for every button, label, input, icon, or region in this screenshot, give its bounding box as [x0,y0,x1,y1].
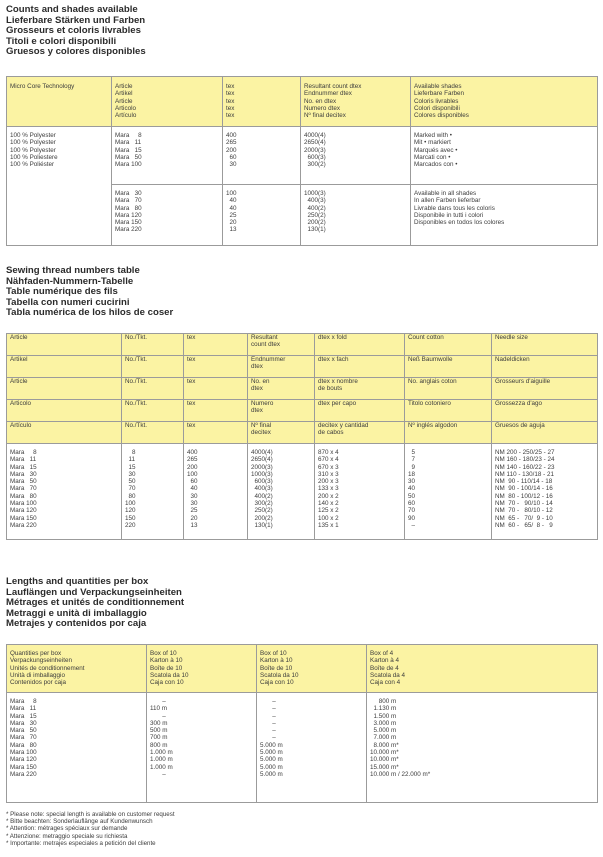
section1-title-line: Lieferbare Stärken und Farben [6,14,146,26]
header-cell: Neß Baumwolle [405,356,492,378]
section3-title-line: Lauflängen und Verpackungseinheiten [6,586,182,598]
shades-cell: Marked with • Mit • markiert Marqués avec • Marcati con • Marcados con • [411,127,598,185]
tex-cell: 400 265 200 100 60 40 30 30 25 20 13 [184,444,248,540]
section3-title-line: Lengths and quantities per box [6,576,149,587]
header-cell: Nº final decitex [248,422,315,444]
footnote: * Attention: métrages spéciaux sur demande [6,825,128,833]
header-cell: Artikel [7,356,122,378]
shades-cell: Available in all shades In allen Farben lieferbar Livrable dans tous les coloris Disponibile in tutti i colori Disponibles en todos los colores [411,185,598,246]
section2-title-line: Nähfaden-Nummern-Tabelle [6,275,134,287]
table-header-row [7,378,598,400]
table-header-row [7,334,598,356]
section3-title-line: Metraggi e unità di imballaggio [6,607,147,619]
header-cell: No./Tkt. [122,400,184,422]
header-cell: No./Tkt. [122,422,184,444]
header-cell: No. en dtex [248,378,315,400]
section3-title [6,577,184,630]
section2-title-line: Tabella con numeri cucirini [6,296,130,308]
material-cell: 100 % Polyester 100 % Polyester 100 % Polyester 100 % Poliestere 100 % Poliéster [7,127,112,246]
header-cell: tex [184,334,248,356]
header-cell: Nadeldicken [492,356,598,378]
tex-cell: 400 265 200 60 30 [223,127,301,185]
section1-title-line: Grosseurs et coloris livrables [6,25,141,37]
number-cell: 8 11 15 30 50 70 80 100 120 150 220 [122,444,184,540]
header-cell: tex [184,356,248,378]
footnote: * Importante: metrajes especiales a petición del cliente [6,839,156,847]
needle-size-cell: NM 200 - 250/25 - 27 NM 160 - 180/23 - 24 NM 140 - 160/22 - 23 NM 110 - 130/18 - 21 NM 90 - 110/14 - 18 NM 90 - 100/14 - 16 NM 80 - 100/12 - 16 NM 70 - 90/10 - 14 NM 70 - 80/10 - 12 NM 65 - 70/ 9 - 10 NM 60 - 65/ 8 - 9 [492,444,598,540]
box4-length-cell: 800 m 1.130 m 1.500 m 3.000 m 5.000 m 7.000 m 8.000 m* 10.000 m* 10.000 m* 15.000 m* 10.000 m / 22.000 m* [367,693,598,803]
table-header-row [7,77,598,127]
dtex-cell: 4000(4) 2650(4) 2000(3) 1000(3) 600(3) 400(3) 400(2) 300(2) 250(2) 200(2) 130(1) [248,444,315,540]
header-cell: tex tex tex tex tex [223,77,301,127]
dtex-cell: 4000(4) 2650(4) 2000(3) 600(3) 300(2) [301,127,411,185]
footnote: * Attenzione: metraggio speciale su richiesta [6,832,128,840]
section1-title-line: Counts and shades available [6,4,138,15]
footnote: * Please note: special length is available on customer request [6,811,175,818]
section3-title-line: Metrajes y contenidos por caja [6,618,147,630]
section2-title-line: Sewing thread numbers table [6,265,140,276]
header-cell: No./Tkt. [122,378,184,400]
header-cell: dtex x fach [315,356,405,378]
cotton-count-cell: 5 7 9 18 30 40 50 60 70 90 – [405,444,492,540]
box10-length-cell: – – – – – – 5.000 m 5.000 m 5.000 m 5.000 m 5.000 m [257,693,367,803]
header-cell: decitex y cantidad de cabos [315,422,405,444]
header-cell: Available shades Lieferbare Farben Coloris livrables Colori disponibili Colores disponibles [411,77,598,127]
header-cell: Box of 10 Karton à 10 Boîte de 10 Scatola da 10 Caja con 10 [257,645,367,693]
header-cell: Count cotton [405,334,492,356]
section1-title-line: Titoli e colori disponibili [6,35,117,47]
section1-title [6,5,146,58]
article-cell: Mara 8 Mara 11 Mara 15 Mara 30 Mara 50 Mara 70 Mara 80 Mara 100 Mara 120 Mara 150 Mara 220 [7,693,147,803]
header-cell: Resultant count dtex Endnummer dtex No. en dtex Numero dtex Nº final decitex [301,77,411,127]
table-row [7,444,598,540]
header-cell: tex [184,422,248,444]
counts-shades-table [6,76,598,246]
table-row [7,693,598,803]
header-cell: Grosseurs d'aiguille [492,378,598,400]
header-cell: Box of 10 Karton à 10 Boîte de 10 Scatola da 10 Caja con 10 [147,645,257,693]
header-cell: No./Tkt. [122,334,184,356]
table-header-row [7,645,598,693]
header-cell: Micro Core Technology [7,77,112,127]
header-cell: Artículo [7,422,122,444]
footnote: * Bitte beachten: Sonderlauflänge auf Kundenwunsch [6,818,153,826]
box-quantities-table [6,644,598,803]
header-cell: dtex x nombre de bouts [315,378,405,400]
footnotes [6,811,175,847]
table-header-row [7,356,598,378]
header-cell: Articolo [7,400,122,422]
header-cell: dtex x fold [315,334,405,356]
section2-title [6,266,173,319]
header-cell: tex [184,378,248,400]
header-cell: Article [7,378,122,400]
header-cell: Gruesos de aguja [492,422,598,444]
header-cell: Box of 4 Karton à 4 Boîte de 4 Scatola da 4 Caja con 4 [367,645,598,693]
header-cell: Resultant count dtex [248,334,315,356]
box10-length-cell: – 110 m – 300 m 500 m 700 m 800 m 1.000 m 1.000 m 1.000 m – [147,693,257,803]
tex-cell: 100 40 40 25 20 13 [223,185,301,246]
header-cell: Quantities per box Verpackungseinheiten Unités de conditionnement Unità di imballaggio Contenidos por caja [7,645,147,693]
article-cell: Mara 8 Mara 11 Mara 15 Mara 50 Mara 100 [112,127,223,185]
section2-title-line: Table numérique des fils [6,286,118,298]
article-cell: Mara 8 Mara 11 Mara 15 Mara 30 Mara 50 Mara 70 Mara 80 Mara 100 Mara 120 Mara 150 Mara 220 [7,444,122,540]
table-header-row [7,422,598,444]
table-row [7,127,598,185]
thread-numbers-table [6,333,598,540]
dtex-cell: 1000(3) 400(3) 400(2) 250(2) 200(2) 130(1) [301,185,411,246]
section1-title-line: Gruesos y colores disponibles [6,46,146,58]
header-cell: Needle size [492,334,598,356]
header-cell: Titolo cotoniero [405,400,492,422]
header-cell: Article [7,334,122,356]
header-cell: Article Artikel Article Articolo Artículo [112,77,223,127]
header-cell: No. anglais coton [405,378,492,400]
fold-cell: 870 x 4 670 x 4 670 x 3 310 x 3 200 x 3 133 x 3 200 x 2 140 x 2 125 x 2 100 x 2 135 x 1 [315,444,405,540]
section2-title-line: Tabla numérica de los hilos de coser [6,307,174,319]
table-header-row [7,400,598,422]
header-cell: Nº inglés algodon [405,422,492,444]
header-cell: Grossezza d'ago [492,400,598,422]
header-cell: tex [184,400,248,422]
article-cell: Mara 30 Mara 70 Mara 80 Mara 120 Mara 150 Mara 220 [112,185,223,246]
section3-title-line: Métrages et unités de conditionnement [6,597,185,609]
header-cell: dtex per capo [315,400,405,422]
header-cell: No./Tkt. [122,356,184,378]
header-cell: Numero dtex [248,400,315,422]
header-cell: Endnummer dtex [248,356,315,378]
